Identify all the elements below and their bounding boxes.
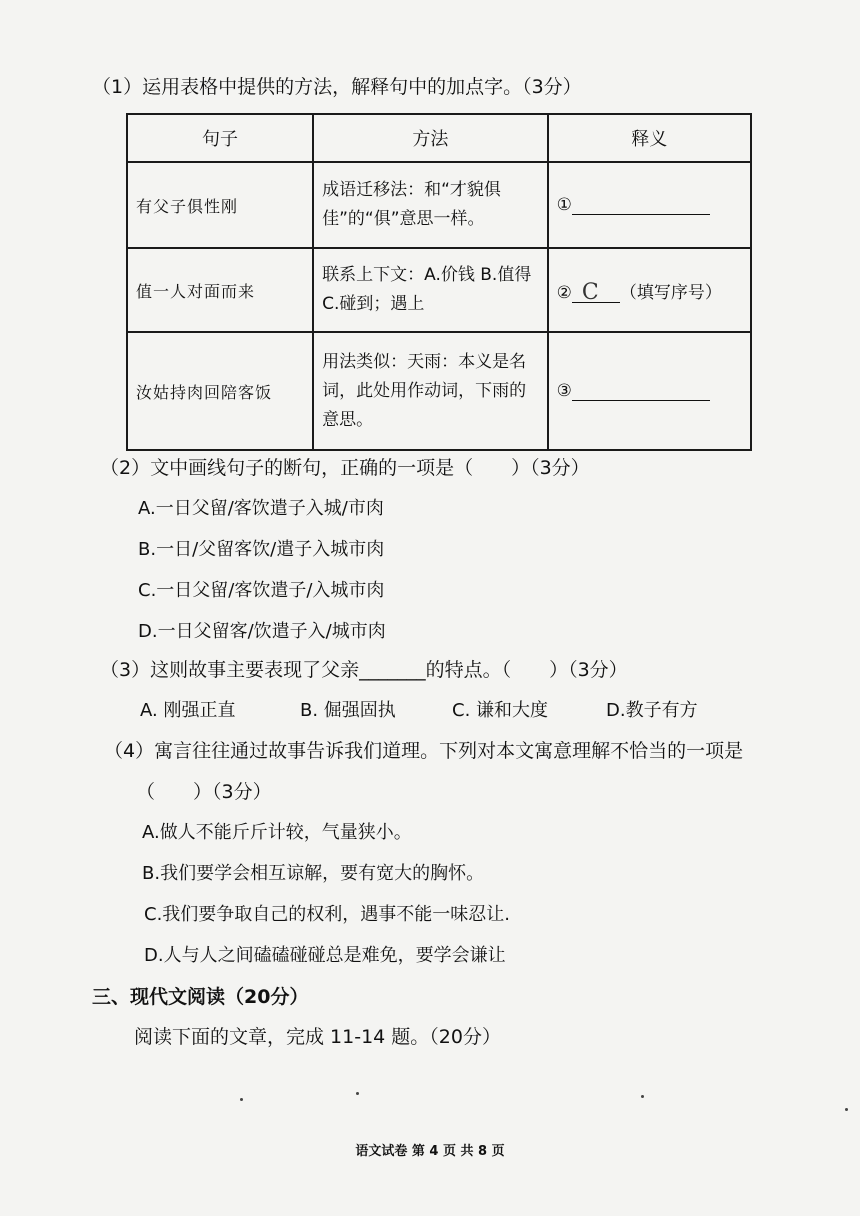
row1-marker: ① — [556, 195, 572, 215]
q3-stem: （3）这则故事主要表现了父亲_______的特点。（ ）（3分） — [100, 659, 628, 681]
table-row — [127, 332, 751, 450]
table-row — [127, 162, 751, 248]
row2-meaning — [548, 248, 751, 332]
row1-answer-blank[interactable] — [572, 196, 710, 215]
row2-marker: ② — [556, 282, 572, 303]
q2-option-b[interactable]: B.一日/父留客饮/遣子入城市肉 — [138, 539, 385, 560]
q1-stem: （1）运用表格中提供的方法，解释句中的加点字。（3分） — [92, 76, 582, 98]
q3-option-b[interactable]: B. 倔强固执 — [300, 700, 396, 721]
row2-method: 联系上下文：A.价钱 B.值得 C.碰到；遇上 — [313, 248, 547, 332]
question-table — [126, 113, 752, 451]
row1-meaning — [548, 162, 751, 248]
q3-option-d[interactable]: D.教子有方 — [606, 700, 698, 721]
table-header-row — [127, 114, 751, 162]
q2-stem: （2）文中画线句子的断句，正确的一项是（ ）（3分） — [100, 457, 590, 479]
page-footer: 语文试卷 第 4 页 共 8 页 — [355, 1144, 505, 1159]
q4-stem-answer: （ ）（3分） — [136, 781, 272, 803]
row3-answer-blank[interactable] — [572, 382, 710, 401]
q2-option-d[interactable]: D.一日父留客/饮遣子入/城市肉 — [138, 621, 386, 642]
q2-option-c[interactable]: C.一日父留/客饮遣子/入城市肉 — [138, 580, 385, 601]
section-3-instruction: 阅读下面的文章，完成 11-14 题。（20分） — [134, 1026, 501, 1048]
row2-sentence: 值一人对面而来 — [127, 248, 313, 332]
row2-note: （填写序号） — [619, 282, 722, 303]
header-method: 方法 — [313, 114, 547, 162]
row3-method: 用法类似：天雨：本义是名词，此处用作动词，下雨的意思。 — [313, 332, 547, 450]
q4-option-c[interactable]: C.我们要争取自己的权利，遇事不能一味忍让. — [144, 904, 511, 925]
q2-option-a[interactable]: A.一日父留/客饮遣子入城/市肉 — [138, 498, 384, 519]
q4-option-b[interactable]: B.我们要学会相互谅解，要有宽大的胸怀。 — [142, 863, 485, 884]
header-sentence: 句子 — [127, 114, 313, 162]
row3-sentence: 汝姑持肉回陪客饭 — [127, 332, 313, 450]
scan-speck — [845, 1108, 848, 1111]
row3-marker: ③ — [556, 381, 572, 401]
row1-method: 成语迁移法：和“才貌俱佳”的“俱”意思一样。 — [313, 162, 547, 248]
section-3-title: 三、现代文阅读（20分） — [92, 986, 309, 1008]
header-meaning: 释义 — [548, 114, 751, 162]
q4-option-d[interactable]: D.人与人之间磕磕碰碰总是难免，要学会谦让 — [144, 945, 506, 966]
q3-option-a[interactable]: A. 刚强正直 — [140, 700, 236, 721]
q4-option-a[interactable]: A.做人不能斤斤计较，气量狭小。 — [142, 822, 412, 843]
scan-speck — [240, 1098, 243, 1101]
row1-sentence: 有父子俱性刚 — [127, 162, 313, 248]
table-row — [127, 248, 751, 332]
scan-speck — [641, 1095, 644, 1098]
row2-answer-blank[interactable] — [572, 279, 620, 305]
q3-option-c[interactable]: C. 谦和大度 — [452, 700, 549, 721]
scan-speck — [356, 1092, 359, 1095]
row2-handwritten-answer: C — [581, 279, 599, 305]
q4-stem: （4）寓言往往通过故事告诉我们道理。下列对本文寓意理解不恰当的一项是 — [104, 740, 744, 762]
row3-meaning — [548, 332, 751, 450]
